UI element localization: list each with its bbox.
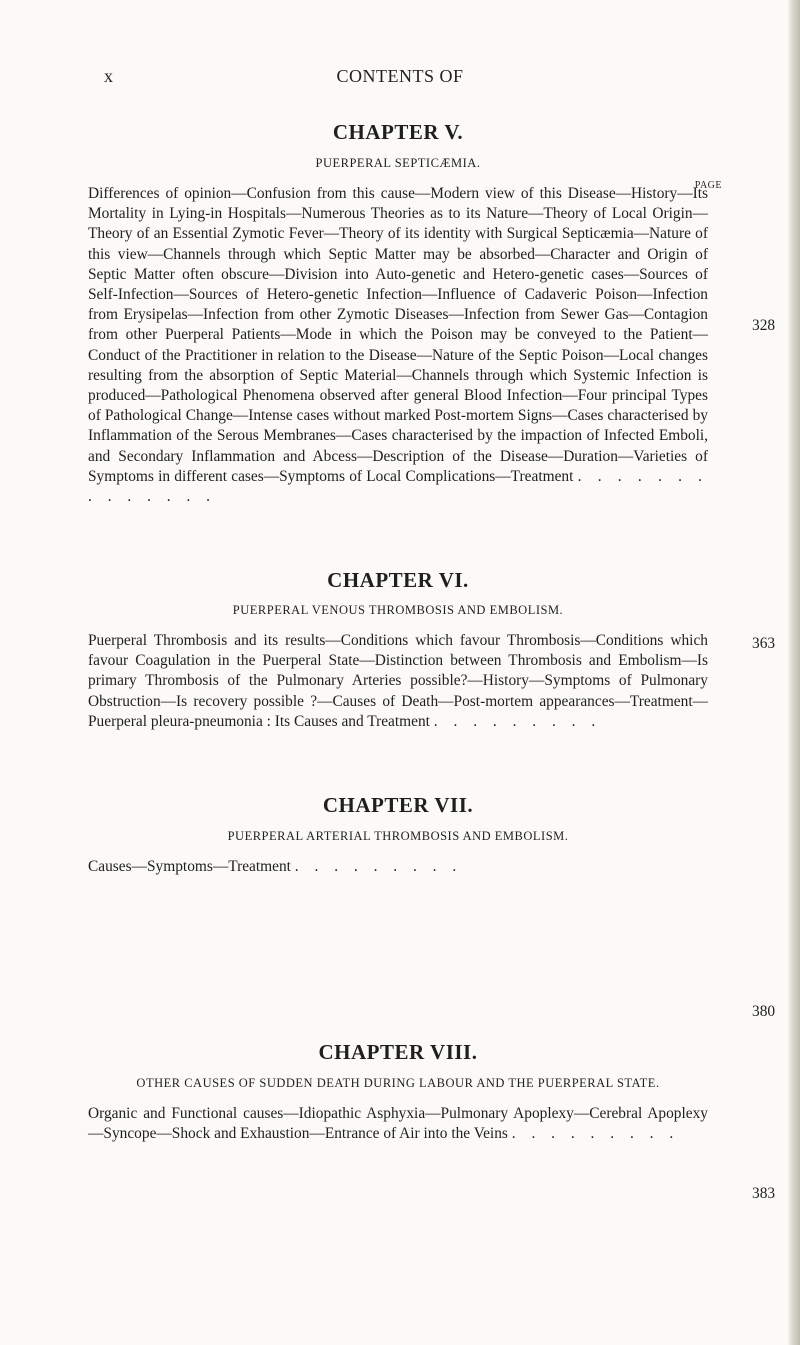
page-number: 380: [752, 1003, 776, 1020]
page-number: 363: [752, 635, 776, 652]
chapter-subtitle: OTHER CAUSES OF SUDDEN DEATH DURING LABOUR AND THE PUERPERAL STATE.: [136, 1076, 660, 1090]
chapter-7: [88, 793, 708, 877]
chapter-6: [88, 568, 708, 732]
page-number: 328: [752, 317, 776, 334]
page-number: 383: [752, 1185, 776, 1202]
dot-leader: . . . . . . . . . . . . . .: [88, 467, 708, 506]
chapter-summary: [88, 857, 708, 877]
chapter-summary: [88, 184, 708, 507]
chapter-heading: CHAPTER VI.: [327, 568, 469, 592]
chapter-heading: CHAPTER V.: [332, 120, 464, 144]
chapter-summary: [88, 1104, 708, 1144]
summary-text: Puerperal Thrombosis and its results—Conditions which favour Thrombosis—Conditions which favour Coagulation in the Puerperal State—Distinction between Thrombosis and Embolism—Is primary Thrombosis of the Pulmonary Arteries possible?—History—Symptoms of Pulmonary Obstruction—Is recovery possible ?—Causes of Death—Post-mortem appearances—Treatment—Puerperal pleura-pneumonia : Its Causes and Treatment: [88, 632, 708, 730]
dot-leader: . . . . . . . . .: [294, 858, 463, 875]
summary-text: Organic and Functional causes—Idiopathic Asphyxia—Pulmonary Apoplexy—Cerebral Apoplexy—Syncope—Shock and Exhaustion—Entrance of Air into the Veins: [88, 1105, 708, 1143]
chapter-heading: CHAPTER VIII.: [318, 1040, 478, 1064]
chapter-subtitle: PUERPERAL SEPTICÆMIA.: [315, 156, 481, 170]
summary-text: Differences of opinion—Confusion from this cause—Modern view of this Disease—History—Its Mortality in Lying-in Hospitals—Numerous Theories as to its Nature—Theory of Local Origin—Theory of an Essential Zymotic Fever—Theory of its identity with Surgical Septicæmia—Nature of this view—Channels through which Septic Matter may be absorbed—Character and Origin of Septic Matter often obscure—Division into Auto-genetic and Hetero-genetic cases—Sources of Self-Infection—Sources of Hetero-genetic Infection—Influence of Cadaveric Poison—Infection from Erysipelas—Infection from other Zymotic Diseases—Infection from Sewer Gas—Contagion from other Puerperal Patients—Mode in which the Poison may be conveyed to the Patient—Conduct of the Practitioner in relation to the Disease—Nature of the Septic Poison—Local changes resulting from the absorption of Septic Material—Channels through which Systemic Infection is produced—Pathological Phenomena observed after general Blood Infection—Four principal Types of Pathological Change—Intense cases without marked Post-mortem Signs—Cases characterised by Inflammation of the Serous Membranes—Cases characterised by the impaction of Infected Emboli, and Secondary Inflammation and Abcess—Description of the Disease—Duration—Varieties of Symptoms in different cases—Symptoms of Local Complications—Treatment: [88, 185, 708, 485]
chapter-subtitle: PUERPERAL ARTERIAL THROMBOSIS AND EMBOLISM.: [227, 829, 569, 843]
chapter-5: [88, 120, 722, 507]
chapter-8: [88, 1040, 708, 1144]
chapter-heading: CHAPTER VII.: [322, 793, 474, 817]
dot-leader: . . . . . . . . .: [511, 1125, 680, 1143]
dot-leader: . . . . . . . . .: [433, 712, 602, 730]
chapter-subtitle: PUERPERAL VENOUS THROMBOSIS AND EMBOLISM.: [232, 603, 564, 617]
folio: x: [104, 66, 113, 86]
running-title: CONTENTS OF: [336, 66, 464, 86]
chapter-summary: [88, 631, 708, 732]
running-head: [0, 66, 800, 90]
summary-text: Causes—Symptoms—Treatment: [88, 858, 291, 875]
page-column-label: PAGE: [694, 180, 722, 191]
